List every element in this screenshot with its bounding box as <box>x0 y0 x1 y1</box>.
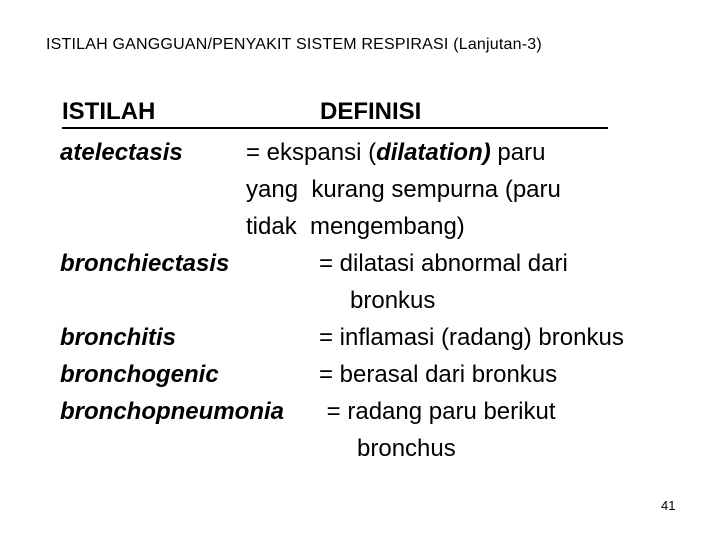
definition-emphasis: dilatation) <box>376 139 491 166</box>
definition-text: paru <box>490 139 546 166</box>
header-underline <box>62 127 608 129</box>
term-bronchogenic: bronchogenic <box>60 361 219 388</box>
definition-bronchogenic: = berasal dari bronkus <box>319 361 558 388</box>
page-number: 41 <box>661 498 676 513</box>
term-atelectasis: atelectasis <box>60 139 183 166</box>
column-header-definition: DEFINISI <box>320 98 422 125</box>
slide-title: ISTILAH GANGGUAN/PENYAKIT SISTEM RESPIRASI (Lanjutan-3) <box>46 36 542 53</box>
definition-bronchiectasis-line-2: bronkus <box>350 287 436 314</box>
definition-atelectasis <box>246 139 545 167</box>
term-bronchiectasis: bronchiectasis <box>60 250 230 277</box>
definition-bronchiectasis: = dilatasi abnormal dari <box>319 250 568 277</box>
definition-bronchitis: = inflamasi (radang) bronkus <box>319 324 624 351</box>
column-header-term: ISTILAH <box>62 98 156 125</box>
definition-bronchopneumonia: = radang paru berikut <box>320 398 556 425</box>
definition-bronchopneumonia-line-2: bronchus <box>357 435 456 462</box>
definition-atelectasis-line-2: yang kurang sempurna (paru <box>246 176 561 203</box>
definition-atelectasis-line-3: tidak mengembang) <box>246 213 465 240</box>
term-bronchopneumonia: bronchopneumonia <box>60 398 284 425</box>
definition-text: = ekspansi ( <box>246 139 377 166</box>
term-bronchitis: bronchitis <box>60 324 177 351</box>
